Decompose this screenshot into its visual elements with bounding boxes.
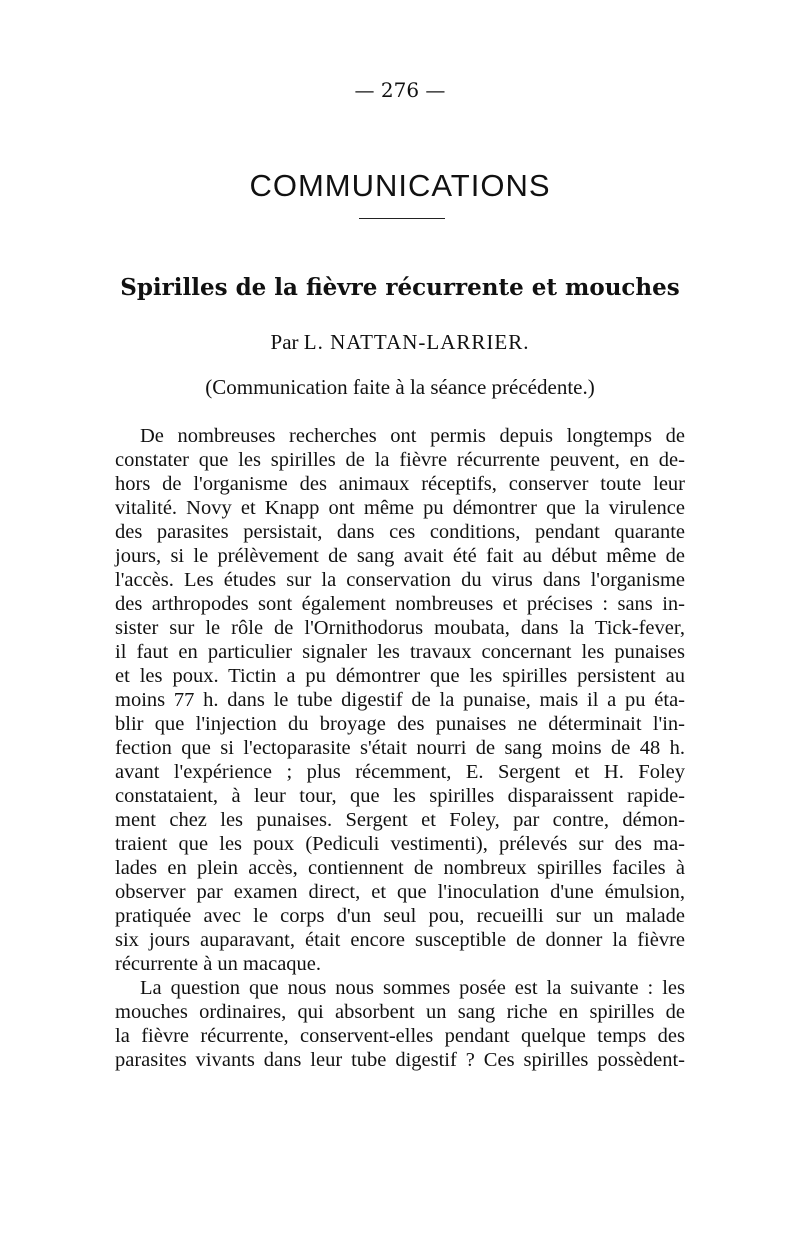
byline-prefix: Par — [270, 330, 299, 354]
body-line: blir que l'injection du broyage des punaises ne déterminait l'in- — [115, 713, 685, 735]
communication-note: (Communication faite à la séance précédente.) — [205, 375, 595, 399]
body-line: lades en plein accès, contiennent de nombreux spirilles faciles à — [115, 857, 685, 879]
article-title: Spirilles de la fièvre récurrente et mouches — [120, 274, 680, 301]
body-line: traient que les poux (Pediculi vestimenti), prélevés sur des ma- — [115, 833, 685, 855]
section-heading: COMMUNICATIONS — [249, 168, 551, 203]
body-line: fection que si l'ectoparasite s'était nourri de sang moins de 48 h. — [115, 737, 685, 759]
body-line: la fièvre récurrente, conservent-elles pendant quelque temps des — [115, 1025, 685, 1047]
body-line: il faut en particulier signaler les travaux concernant les punaises — [115, 641, 685, 663]
body-line: pratiquée avec le corps d'un seul pou, recueilli sur un malade — [115, 905, 685, 927]
body-line: six jours auparavant, était encore susceptible de donner la fièvre — [115, 929, 685, 951]
body-line: sister sur le rôle de l'Ornithodorus moubata, dans la Tick-fever, — [115, 617, 685, 639]
body-line: mouches ordinaires, qui absorbent un sang riche en spirilles de — [115, 1001, 685, 1023]
body-line: et les poux. Tictin a pu démontrer que les spirilles persistent au — [115, 665, 685, 687]
author-name: L. NATTAN-LARRIER. — [303, 330, 530, 354]
body-line: parasites vivants dans leur tube digestif ? Ces spirilles possèdent- — [115, 1049, 685, 1071]
body-line: récurrente à un macaque. — [115, 953, 322, 975]
body-line: hors de l'organisme des animaux réceptifs, conserver toute leur — [115, 473, 685, 495]
body-line: vitalité. Novy et Knapp ont même pu démontrer que la virulence — [115, 497, 685, 519]
body-line: jours, si le prélèvement de sang avait été fait au début même de — [115, 545, 685, 567]
heading-divider — [359, 218, 445, 219]
body-line: des parasites persistait, dans ces conditions, pendant quarante — [115, 521, 685, 543]
body-line: avant l'expérience ; plus récemment, E. Sergent et H. Foley — [115, 761, 685, 783]
body-line: des arthropodes sont également nombreuses et précises : sans in- — [115, 593, 685, 615]
body-line: l'accès. Les études sur la conservation du virus dans l'organisme — [115, 569, 685, 591]
body-line: ment chez les punaises. Sergent et Foley, par contre, démon- — [115, 809, 685, 831]
page-number: — 276 — — [354, 78, 446, 102]
byline — [0, 330, 800, 355]
body-line: constataient, à leur tour, que les spirilles disparaissent rapide- — [115, 785, 685, 807]
body-line: moins 77 h. dans le tube digestif de la punaise, mais il a pu éta- — [115, 689, 685, 711]
body-line: observer par examen direct, et que l'inoculation d'une émulsion, — [115, 881, 685, 903]
body-line: constater que les spirilles de la fièvre récurrente peuvent, en de- — [115, 449, 685, 471]
body-line: De nombreuses recherches ont permis depuis longtemps de — [140, 425, 685, 447]
body-line: La question que nous nous sommes posée est la suivante : les — [140, 977, 685, 999]
